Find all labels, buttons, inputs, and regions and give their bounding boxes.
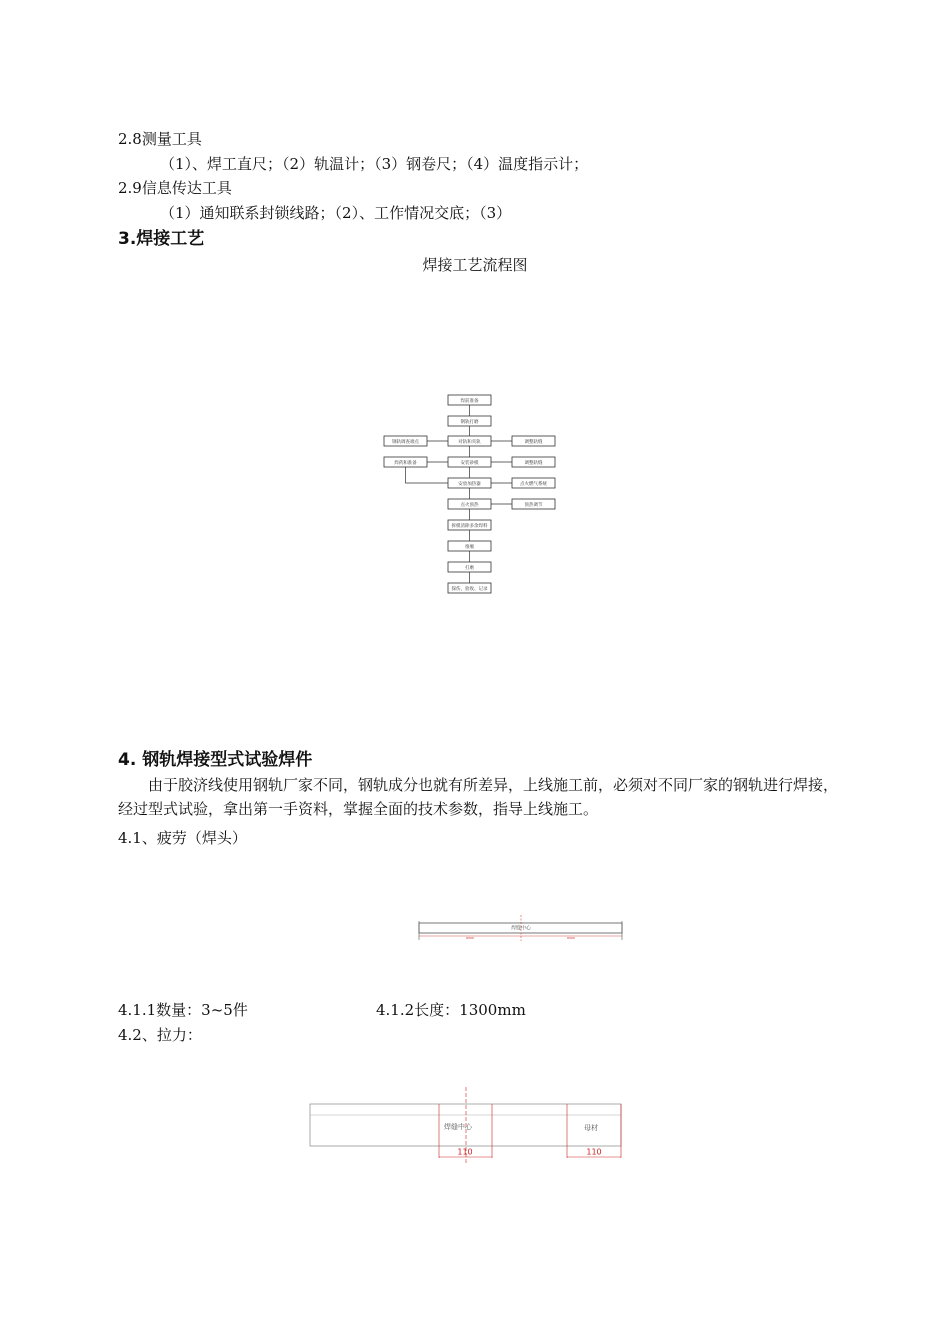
specimen-length: 4.1.2长度：1300mm [376,1001,526,1019]
svg-text:安装砂模: 安装砂模 [460,461,479,466]
svg-text:预热调节: 预热调节 [524,503,543,508]
svg-text:焊药和准备: 焊药和准备 [394,461,417,466]
svg-text:点火燃气系统: 点火燃气系统 [520,482,547,487]
svg-text:焊前准备: 焊前准备 [460,399,479,404]
section-2-8-title: 2.8测量工具 [118,130,202,148]
tensile-dim-right: 110 [586,1147,602,1157]
svg-text:钢轨打磨: 钢轨打磨 [460,420,479,425]
svg-text:拆模清除多余焊料: 拆模清除多余焊料 [451,524,488,529]
svg-text:钢轨调查端点: 钢轨调查端点 [392,440,419,445]
tensile-base-label: 母材 [584,1124,598,1132]
svg-text:点火预热: 点火预热 [460,503,479,508]
flowchart-title: 焊接工艺流程图 [422,256,528,274]
section-2-8-items: （1）、焊工直尺；（2）轨温计；（3）钢卷尺；（4）温度指示计； [160,155,589,173]
tensile-dim-left: 110 [457,1147,473,1157]
section-4-2-title: 4.2、拉力： [118,1026,202,1044]
tensile-center-label: 焊缝中心 [444,1123,472,1131]
section-3-heading: 3.焊接工艺 [118,229,205,249]
section-4-heading: 4. 钢轨焊接型式试验焊件 [118,750,313,770]
svg-text:调整轨缝: 调整轨缝 [524,461,543,466]
svg-text:推瘤: 推瘤 [465,545,474,550]
svg-text:调整轨缝: 调整轨缝 [524,440,543,445]
svg-text:探伤、验收、记录: 探伤、验收、记录 [451,587,488,592]
section-4-paragraph: 由于胶济线使用钢轨厂家不同，钢轨成分也就有所差异，上线施工前，必须对不同厂家的钢轨进行焊接，经过型式试验，拿出第一手资料，掌握全面的技术参数，指导上线施工。 [118,776,839,818]
fatigue-dim-left: 6500 [466,936,474,940]
section-4-1-title: 4.1、疲劳（焊头） [118,829,247,847]
fatigue-dim-right: 6500 [567,936,575,940]
specimen-quantity: 4.1.1数量：3~5件 [118,1001,248,1019]
svg-text:安放加热器: 安放加热器 [458,482,481,487]
section-2-9-title: 2.9信息传达工具 [118,179,232,197]
section-2-9-items: （1）通知联系封锁线路；（2）、工作情况交底；（3） [160,204,512,222]
svg-text:对轨和夹轨: 对轨和夹轨 [458,440,481,445]
fatigue-center-label: 焊缝中心 [510,925,532,932]
svg-text:打磨: 打磨 [465,566,474,571]
